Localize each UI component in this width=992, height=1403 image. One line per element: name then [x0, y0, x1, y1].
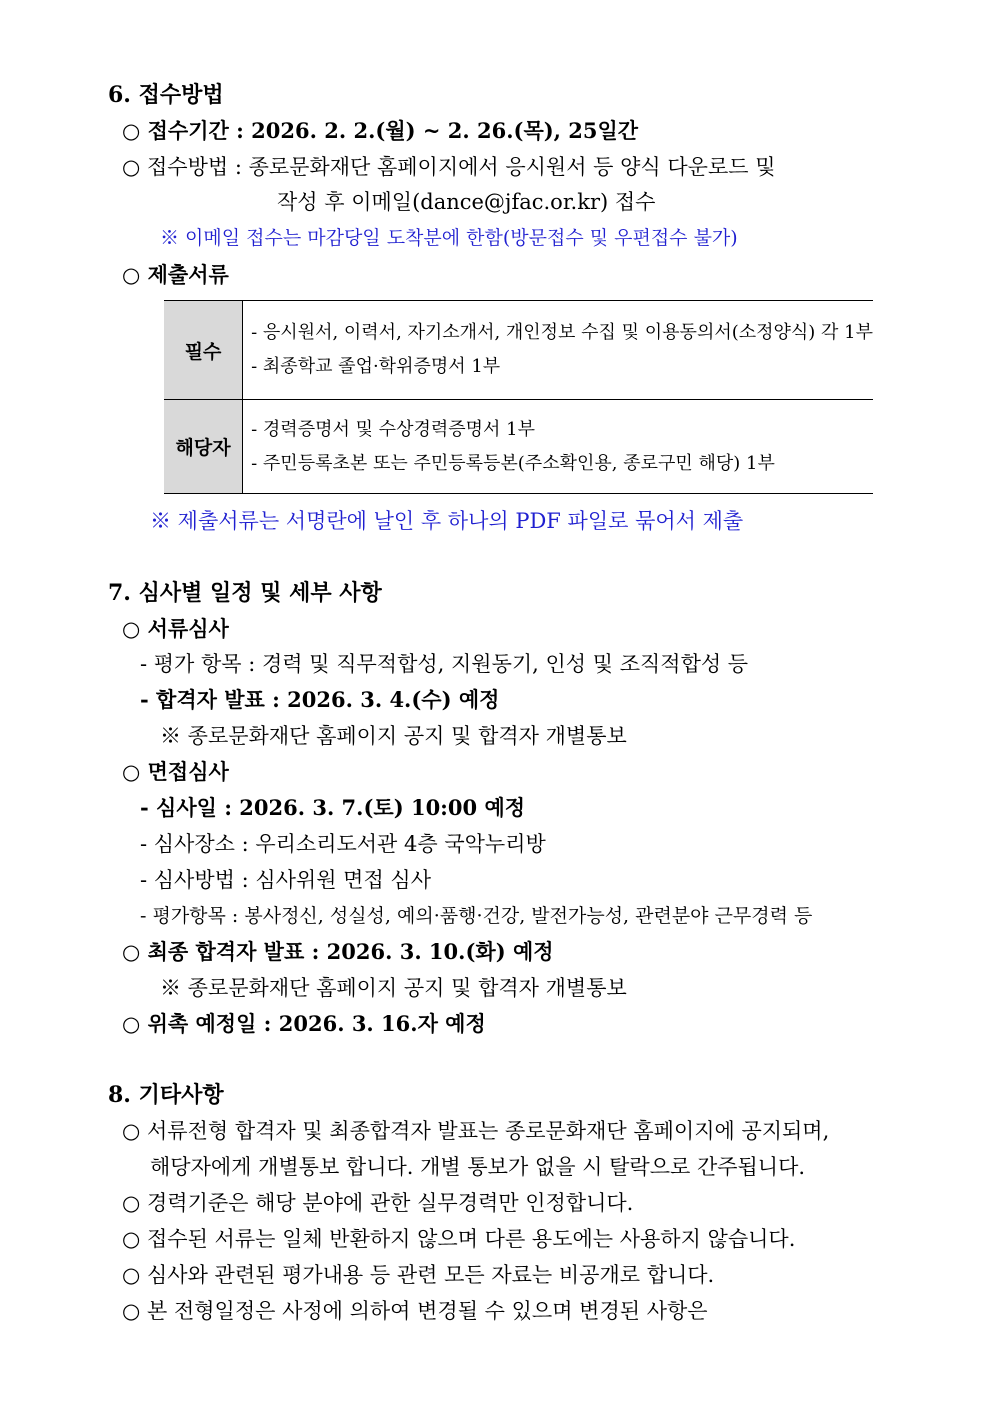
receipt-period: ○ 접수기간 : 2026. 2. 2.(월) ~ 2. 26.(목), 25일간: [122, 118, 639, 143]
required-label: 필수: [164, 301, 243, 400]
documents-label: ○ 제출서류: [122, 262, 229, 287]
applicable-content: [243, 400, 873, 494]
doc-review-notice: ※ 종로문화재단 홈페이지 공지 및 합격자 개별통보: [160, 724, 627, 748]
misc-item-5: ○ 본 전형일정은 사정에 의하여 변경될 수 있으며 변경된 사항은: [122, 1299, 708, 1323]
misc-item-1: ○ 서류전형 합격자 및 최종합격자 발표는 종로문화재단 홈페이지에 공지되며,: [122, 1119, 830, 1143]
interview-label: ○ 면접심사: [122, 759, 229, 784]
misc-item-3: ○ 접수된 서류는 일체 반환하지 않으며 다른 용도에는 사용하지 않습니다.: [122, 1227, 796, 1251]
pdf-note: ※ 제출서류는 서명란에 날인 후 하나의 PDF 파일로 묶어서 제출: [150, 509, 744, 533]
receipt-method-text: ○ 접수방법 : 종로문화재단 홈페이지에서 응시원서 등 양식 다운로드 및: [122, 155, 776, 179]
applicable-label: 해당자: [164, 400, 243, 494]
interview-method: - 심사방법 : 심사위원 면접 심사: [140, 868, 431, 892]
doc-review-label: ○ 서류심사: [122, 616, 229, 641]
section-6-heading: 6. 접수방법: [108, 82, 224, 108]
interview-place: - 심사장소 : 우리소리도서관 4층 국악누리방: [140, 832, 546, 856]
required-content: [243, 301, 873, 400]
documents-table: [164, 300, 873, 494]
table-row-required: [164, 301, 873, 400]
doc-review-eval: - 평가 항목 : 경력 및 직무적합성, 지원동기, 인성 및 조직적합성 등: [140, 652, 749, 676]
table-row-applicable: [164, 400, 873, 494]
appointment-date: ○ 위촉 예정일 : 2026. 3. 16.자 예정: [122, 1011, 486, 1036]
doc-review-result: - 합격자 발표 : 2026. 3. 4.(수) 예정: [140, 687, 500, 712]
section-8-heading: 8. 기타사항: [108, 1082, 224, 1108]
final-notice: ※ 종로문화재단 홈페이지 공지 및 합격자 개별통보: [160, 976, 627, 1000]
required-item-2: - 최종학교 졸업·학위증명서 1부: [251, 356, 501, 377]
required-item-1: - 응시원서, 이력서, 자기소개서, 개인정보 수집 및 이용동의서(소정양식) 각 1부: [251, 322, 873, 343]
receipt-method-cont: 작성 후 이메일(dance@jfac.or.kr) 접수: [277, 190, 656, 214]
receipt-method: [122, 154, 775, 180]
misc-item-1-cont: 해당자에게 개별통보 합니다. 개별 통보가 없을 시 탈락으로 간주됩니다.: [150, 1155, 806, 1179]
applicable-item-2: - 주민등록초본 또는 주민등록등본(주소확인용, 종로구민 해당) 1부: [251, 452, 775, 474]
misc-item-4: ○ 심사와 관련된 평가내용 등 관련 모든 자료는 비공개로 합니다.: [122, 1263, 715, 1287]
final-result: ○ 최종 합격자 발표 : 2026. 3. 10.(화) 예정: [122, 939, 554, 964]
interview-eval: - 평가항목 : 봉사정신, 성실성, 예의·품행·건강, 발전가능성, 관련분야 근무경력 등: [140, 905, 813, 927]
section-7-heading: 7. 심사별 일정 및 세부 사항: [108, 580, 382, 606]
email-note: ※ 이메일 접수는 마감당일 도착분에 한함(방문접수 및 우편접수 불가): [160, 227, 738, 249]
interview-date: - 심사일 : 2026. 3. 7.(토) 10:00 예정: [140, 795, 526, 820]
misc-item-2: ○ 경력기준은 해당 분야에 관한 실무경력만 인정합니다.: [122, 1191, 634, 1215]
applicable-item-1: - 경력증명서 및 수상경력증명서 1부: [251, 418, 535, 440]
